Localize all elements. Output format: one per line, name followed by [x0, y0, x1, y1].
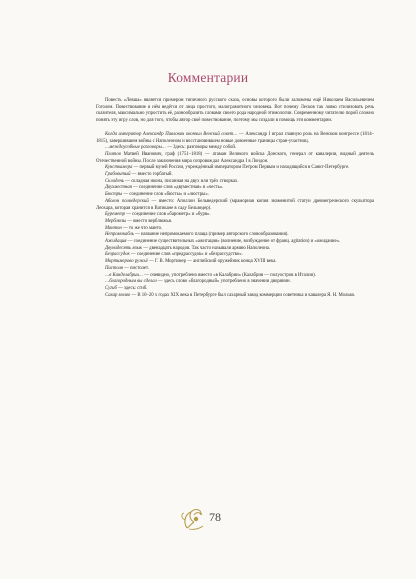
comment-term: …благородным вы сделал — [105, 279, 157, 285]
comment-entry — [96, 192, 374, 199]
page-number: 78 — [209, 510, 221, 524]
comment-term: Аболон полведерский — [105, 198, 149, 204]
comment-term: Двухместная — [105, 185, 132, 191]
comment-entry — [96, 199, 374, 212]
comment-term: …междоусобные разговоры… — [105, 145, 167, 151]
comment-term: Пистоля — [105, 265, 123, 271]
comment-text: — соединение существительных «ажитация» (волнение, возбуждение от франц. agitation) и «ожидание». — [126, 239, 341, 245]
comment-text: — здесь: сгиб. — [116, 285, 148, 291]
comment-entry — [96, 185, 374, 192]
comment-term: Бюстры — [105, 192, 123, 198]
comment-entry — [96, 252, 374, 259]
comment-text: — Здесь: разговоры между собой. — [166, 145, 237, 151]
comment-text: — вместо горбатый. — [130, 172, 173, 178]
comment-entry — [96, 132, 374, 145]
comment-text: — соединение слов «двуместная» и «честь». — [131, 185, 224, 191]
comment-entry — [96, 239, 374, 246]
comment-entry — [96, 232, 374, 239]
comment-entry — [96, 145, 374, 152]
comment-entry — [96, 286, 374, 293]
comment-entry — [96, 246, 374, 253]
comment-entry — [96, 279, 374, 286]
comment-text: Матвей Иванович, граф (1751–1818) — атаман Великого войска Донского, генерал от кавалерии, видный деятель Отечественной войны. После заключения мира сопровождал Александра I в Лондон. — [96, 151, 374, 164]
comment-term: Непромокабль — [105, 232, 134, 238]
comment-text: — Г. В. Мортимер — английский оружейник конца XVIII века. — [147, 259, 277, 265]
comment-text: — складная икона, писанная на двух или трёх створках. — [124, 178, 239, 184]
comment-entry — [96, 212, 374, 219]
comment-entry — [96, 266, 374, 273]
comment-text: — Александр I играл главную роль на Венском конгрессе (1814–1815), завершившем войны с Наполеоном и восстановившем новые довоенные границы стран-участниц. — [96, 131, 374, 144]
comment-text: — вместо верблюжья. — [126, 218, 172, 224]
comment-term: Складень — [105, 178, 125, 184]
comment-text: — то же что манто. — [121, 225, 163, 231]
comment-text: — соединение слов «бюсты» и «люстры». — [122, 192, 209, 198]
comment-text: — соединение слов «барометр» и «буря». — [125, 212, 211, 218]
comment-text: — вместо: Аполлон Бельведерский (мраморная копия знаменитой статуи древнегреческого скульптора Леохара, которая хранится в Ватикане в саду Бельведер). — [96, 198, 375, 211]
comment-term: Буреметр — [105, 212, 126, 218]
comment-term: Мантон — [105, 225, 122, 231]
comment-text: — пистолет. — [122, 265, 149, 271]
comment-term: Сахар молво — [105, 292, 131, 298]
comment-term: Двунадесять язык — [105, 245, 143, 251]
comment-entry — [96, 273, 374, 280]
comment-entry — [96, 259, 374, 266]
comment-term: Ажидация — [105, 239, 127, 245]
comment-entry — [96, 219, 374, 226]
entries-list — [96, 132, 374, 300]
comment-text: — соединение слов «предрассудок» и «безрассудство». — [129, 252, 243, 258]
comment-text: — здесь слово «благородный» употреблено в значении дворянин. — [156, 279, 291, 285]
page-title: Комментарии — [167, 70, 249, 85]
comment-entry — [96, 152, 374, 165]
comment-text: — В 10–20 х годах XIX века в Петербурге был сахарный завод коммерции советника и кавалера Я. Н. Мольво. — [130, 292, 356, 298]
comment-text: — первый музей России, учреждённый императором Петром Первым и находящийся в Санкт-Петербурге. — [132, 165, 350, 171]
comment-text: — очевидно, употреблено вместо «в Калабрии» (Калабрия — полуостров в Италии). — [143, 272, 316, 278]
comment-entry — [96, 179, 374, 186]
comment-entry — [96, 293, 374, 300]
comment-term: Мортимерово ружьё — [105, 259, 148, 265]
intro-paragraph: Повесть «Левша» является примером типичного русского сказа, основы которого были заложены ещё Николаем Васильевичем Гоголем. Повествование в нём ведётся от лица простого, малограмотного человека. Вот почему Лесков так ловко стилизовать речь сказителя, максимально упростить её, разнообразить словами своего рода народной этимологии. Современному читателю порой сложно понять эту игру слов, но для того, чтобы автор своё повествование, поэтому мы создали в помощь эти комментарии. — [96, 98, 374, 124]
comment-term: Когда император Александр Павлович окончил Венский совет… — [105, 131, 238, 137]
comment-text: — название непромокаемого плаща (пример авторского словообразования). — [133, 232, 289, 238]
comment-term: Сугиб — [105, 285, 117, 291]
comment-term: Безрассудок — [105, 252, 130, 258]
comment-entry — [96, 226, 374, 233]
comment-entry — [96, 172, 374, 179]
comment-term: Грабовитый — [105, 172, 131, 178]
comment-term: …в Канделабрии… — [105, 272, 144, 278]
comment-text: — двенадцать народов. Так часто называли армию Наполеона. — [142, 245, 271, 251]
comments-body — [96, 98, 374, 299]
comment-term: Платов — [105, 151, 121, 157]
comment-term: Кунсткамера — [105, 165, 133, 171]
comment-term: Мерблюзы — [105, 218, 127, 224]
